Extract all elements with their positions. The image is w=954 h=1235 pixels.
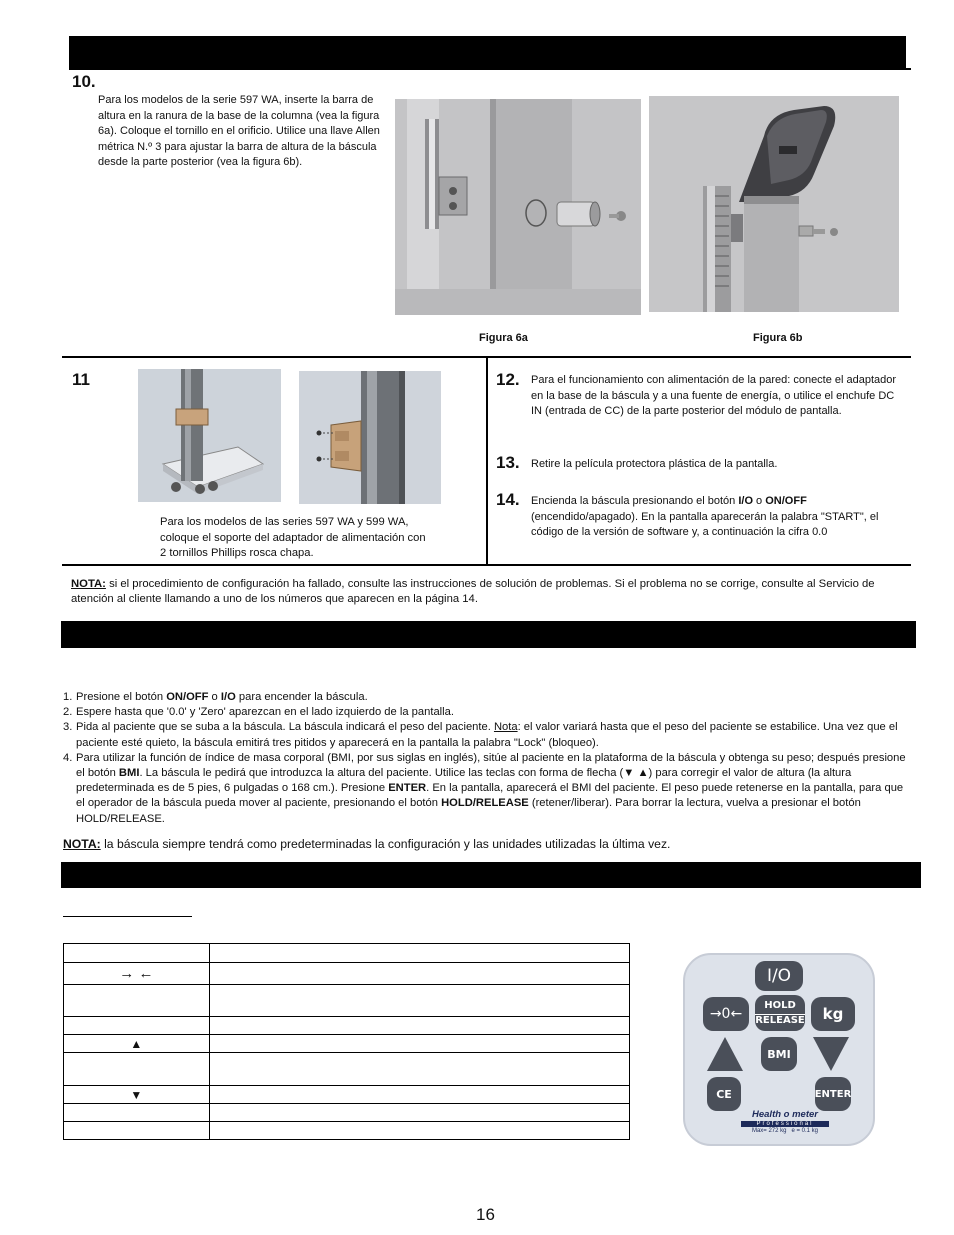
brand-sub: Professional xyxy=(741,1121,829,1127)
subheading-underline xyxy=(63,916,192,917)
keys-row-1-desc xyxy=(209,944,629,963)
steps-box-divider xyxy=(486,357,488,565)
keys-row-9-desc xyxy=(209,1122,629,1140)
release-label: RELEASE xyxy=(755,1014,805,1026)
figure-6a-caption: Figura 6a xyxy=(479,332,528,344)
operation-step-2: 2. Espere hasta que '0.0' y 'Zero' aparezcan en el lado izquierdo de la pantalla. xyxy=(63,706,454,719)
figure-6b-image xyxy=(649,96,899,312)
keys-row-7-desc xyxy=(209,1086,629,1104)
enter-key: ENTER xyxy=(815,1077,851,1111)
keys-row-7-key: ▼ xyxy=(64,1086,210,1104)
brand-logo xyxy=(735,1109,835,1134)
header-bar-3 xyxy=(61,862,921,888)
operation-step-4: 4. Para utilizar la función de índice de masa corporal (BMI, por sus siglas en inglés), sitúe al paciente en la plataforma de la báscula y obtenga su peso; después presione el botón BMI. La báscula le pedirá que introduzca la altura del paciente. Utilice las teclas con forma de flecha (▼ ▲) para corregir el valor de altura (la altura predeterminada es de 5 pies, 6 pulgadas o 168 cm.). Presione ENTER. En la pantalla, aparecerá el BMI del paciente. El peso puede retenerse en la pantalla, para que el operador de la báscula pueda mover al paciente, presionando el botón HOLD/RELEASE (retener/liberar). Para borrar la lectura, vuelva a presionar el botón HOLD/RELEASE. xyxy=(63,751,906,825)
step-12-number: 12. xyxy=(496,370,520,389)
up-arrow-icon xyxy=(707,1037,743,1071)
down-arrow-icon xyxy=(813,1037,849,1071)
keys-row-8-key xyxy=(64,1104,210,1122)
keys-row-4-desc xyxy=(209,1017,629,1035)
step-13-text: Retire la película protectora plástica de la pantalla. xyxy=(531,458,778,470)
nota-2: NOTA: la báscula siempre tendrá como predeterminadas la configuración y las unidades utilizadas la última vez. xyxy=(63,837,671,851)
figure-6a-image xyxy=(395,99,641,315)
keys-row-2-key: → ← xyxy=(64,963,210,985)
keys-row-2-desc xyxy=(209,963,629,985)
hold-label: HOLD xyxy=(764,999,796,1011)
step-14-text: Encienda la báscula presionando el botón I/O o ON/OFF (encendido/apagado). En la pantalla aparecerán la palabra "START", el código de la versión de software y, a continuación la cifra 0.0 xyxy=(531,495,879,538)
step-10-text: Para los modelos de la serie 597 WA, inserte la barra de altura en la ranura de la base de la columna (vea la figura 6a). Coloque el tornillo en el orificio. Utilice una llave Allen métrica N.º 3 para ajustar la barra de altura de la báscula desde la parte posterior (vea la figura 6b). xyxy=(98,94,380,168)
keys-row-3-key xyxy=(64,985,210,1017)
step-11-image-bracket xyxy=(299,371,441,504)
kg-key: kg xyxy=(811,997,855,1031)
figure-6b-caption: Figura 6b xyxy=(753,332,803,344)
keys-row-1-key xyxy=(64,944,210,963)
nota-1: NOTA: si el procedimiento de configuración ha fallado, consulte las instrucciones de solución de problemas. Si el problema no se corrige, consulte al Servicio de atención al cliente llamando a uno de los números que aparecen en la página 14. xyxy=(71,578,875,605)
keys-table xyxy=(63,943,630,1140)
step-14-number: 14. xyxy=(496,490,520,509)
step-10-number: 10. xyxy=(72,72,96,91)
step-11-number: 11 xyxy=(72,370,90,389)
operation-steps-list xyxy=(63,690,908,827)
header-bar-2 xyxy=(61,621,916,648)
keys-row-4-key xyxy=(64,1017,210,1035)
keys-row-5-desc xyxy=(209,1035,629,1053)
keys-row-3-desc xyxy=(209,985,629,1017)
io-key: I/O xyxy=(755,961,803,991)
page-number: 16 xyxy=(476,1205,495,1224)
brand-name: Health o meter xyxy=(752,1109,818,1120)
operation-step-3: 3. Pida al paciente que se suba a la báscula. La báscula indicará el peso del paciente. Nota: el valor variará hasta que el peso del paciente se estabilice. Una vez que el paciente esté quieto, la báscula emitirá tres pitidos y aparecerá en la pantalla la palabra "Lock" (bloqueo). xyxy=(63,721,898,749)
ce-key: CE xyxy=(707,1077,741,1111)
keys-row-8-desc xyxy=(209,1104,629,1122)
keys-row-6-desc xyxy=(209,1053,629,1086)
keypad-illustration xyxy=(683,953,875,1146)
bmi-key: BMI xyxy=(761,1037,797,1071)
header-bar-1-underline xyxy=(69,68,911,70)
step-12-text: Para el funcionamiento con alimentación de la pared: conecte el adaptador en la base de la báscula y a una fuente de energía, o utilice el enchufe DC IN (entrada de CC) de la parte posterior del módulo de pantalla. xyxy=(531,374,897,417)
zero-key: →0← xyxy=(703,997,749,1031)
keys-row-9-key xyxy=(64,1122,210,1140)
operation-step-1: 1. Presione el botón ON/OFF o I/O para encender la báscula. xyxy=(63,691,368,703)
keys-row-6-key xyxy=(64,1053,210,1086)
keys-row-5-key: ▲ xyxy=(64,1035,210,1053)
hold-release-key xyxy=(755,995,805,1031)
step-11-image-scale xyxy=(138,369,281,502)
step-13-number: 13. xyxy=(496,453,520,472)
capacity-label: Max= 272 kg e = 0.1 kg xyxy=(751,1128,819,1134)
step-11-text: Para los modelos de las series 597 WA y 599 WA, coloque el soporte del adaptador de alimentación con 2 tornillos Phillips rosca chapa. xyxy=(160,516,426,559)
header-bar-1 xyxy=(69,36,906,69)
